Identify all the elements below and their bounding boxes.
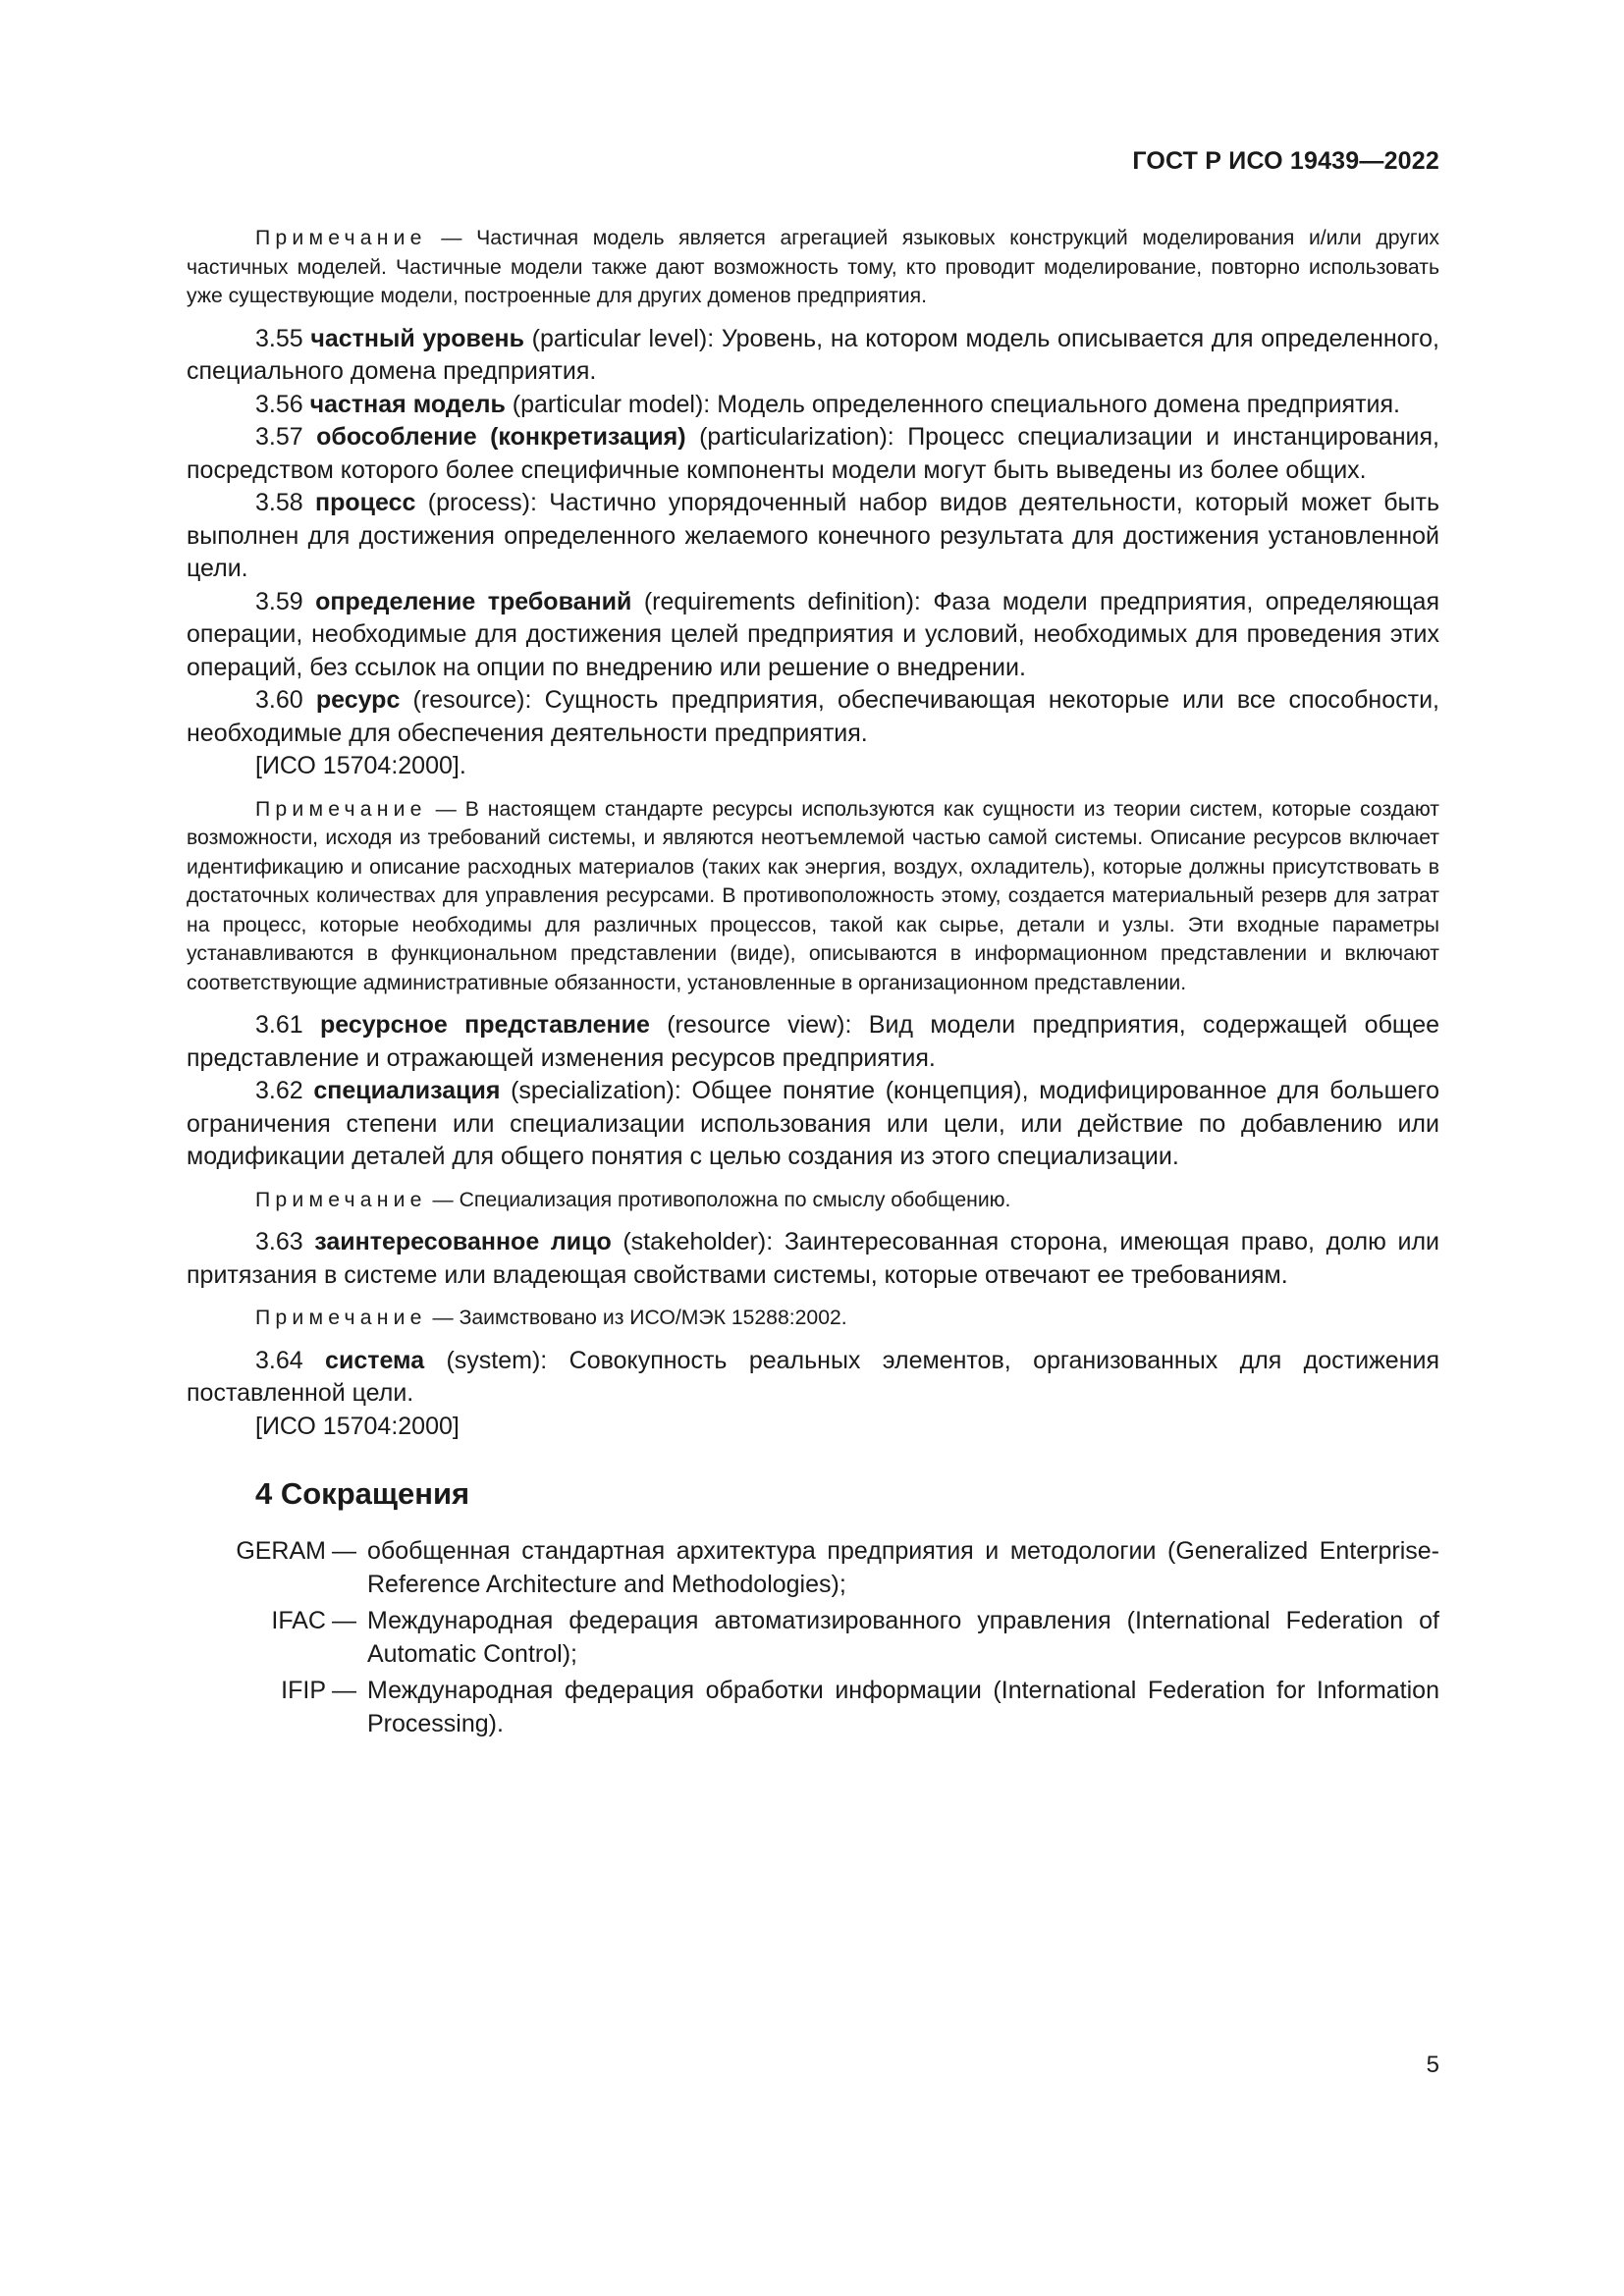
- term-number: 3.58: [255, 489, 316, 516]
- term-definition: (particular model): Модель определенного специального домена предприятия.: [505, 390, 1400, 418]
- term-3-62: [187, 1075, 1439, 1174]
- page-number: 5: [1426, 2052, 1439, 2078]
- abbreviations-list: [187, 1535, 1439, 1740]
- term-name: определение требований: [315, 587, 632, 615]
- note-label: Примечание: [255, 1307, 427, 1329]
- term-3-58: [187, 487, 1439, 586]
- note-text: — Частичная модель является агрегацией языковых конструкций моделирования и/или других частичных моделей. Частичные модели также дают возможность тому, кто проводит моделирование, повторно использовать уже существующие модели, построенные для других доменов предприятия.: [187, 227, 1439, 307]
- term-name: специализация: [313, 1077, 501, 1104]
- term-3-60-reference: [ИСО 15704:2000].: [255, 752, 466, 779]
- abbreviation-code: GERAM: [236, 1537, 326, 1565]
- term-name: заинтересованное лицо: [314, 1228, 612, 1255]
- term-number: 3.62: [255, 1077, 314, 1104]
- term-definition: (system): Совокупность реальных элементов, организованных для достижения поставленной цели.: [187, 1346, 1439, 1407]
- term-definition: (process): Частично упорядоченный набор видов деятельности, который может быть выполнен для достижения определенного желаемого конечного результата для достижения установленной цели.: [187, 489, 1440, 582]
- term-name: частный уровень: [310, 324, 524, 352]
- term-3-57: [187, 421, 1439, 487]
- term-name: обособление (конкретизация): [316, 423, 686, 451]
- term-3-60: [187, 684, 1439, 750]
- document-page: [187, 0, 1439, 2296]
- term-definition: (stakeholder): Заинтересованная сторона, имеющая право, долю или притязания в системе или владеющая свойствами системы, которые отвечают ее требованиям.: [187, 1228, 1440, 1289]
- abbreviation-definition: Международная федерация автоматизированного управления (International Federation of Automatic Control);: [367, 1607, 1439, 1668]
- term-number: 3.57: [255, 423, 317, 451]
- term-3-64-reference: [ИСО 15704:2000]: [255, 1412, 460, 1440]
- abbreviation-dash: —: [332, 1537, 356, 1565]
- note-label: Примечание: [255, 227, 427, 249]
- note-text: — Специализация противоположна по смыслу обобщению.: [426, 1188, 1011, 1211]
- term-3-61: [187, 1009, 1439, 1075]
- note-text: — В настоящем стандарте ресурсы используются как сущности из теории систем, которые создают возможности, исходя из требований системы, и являются неотъемлемой частью самой системы. Описание ресурсов включает идентификацию и описание расходных материалов (таких как энергия, воздух, охладитель), которые должны присутствовать в достаточных количествах для управления ресурсами. В противоположность этому, создается материальный резерв для затрат на процесс, которые необходимы для различных процессов, такой как сырье, детали и узлы. Эти входные параметры устанавливаются в функциональном представлении (виде), описываются в информационном представлении и включают соответствующие административные обязанности, установленные в организационном представлении.: [187, 797, 1439, 994]
- term-definition: (resource view): Вид модели предприятия, содержащей общее представление и отражающей изменения ресурсов предприятия.: [187, 1011, 1440, 1072]
- term-definition: (resource): Сущность предприятия, обеспечивающая некоторые или все способности, необходимые для обеспечения деятельности предприятия.: [187, 686, 1439, 747]
- abbreviation-code: IFIP: [281, 1677, 326, 1704]
- term-name: ресурсное представление: [320, 1011, 650, 1039]
- term-name: процесс: [315, 489, 416, 516]
- note-label: Примечание: [255, 1188, 427, 1211]
- abbreviation-dash: —: [332, 1607, 356, 1634]
- note-stakeholder: [187, 1304, 1439, 1333]
- term-3-55: [187, 323, 1439, 389]
- term-number: 3.64: [255, 1346, 326, 1374]
- term-number: 3.55: [255, 324, 311, 352]
- note-label: Примечание: [255, 797, 427, 821]
- term-number: 3.61: [255, 1011, 321, 1039]
- note-text: — Заимствовано из ИСО/МЭК 15288:2002.: [426, 1307, 847, 1329]
- note-specialization: [187, 1186, 1439, 1215]
- term-definition: (specialization): Общее понятие (концепция), модифицированное для большего ограничения степени или специализации использования или цели, или действие по добавлению или модификации деталей для общего понятия с целью создания из этого специализации.: [187, 1077, 1439, 1170]
- term-name: ресурс: [315, 686, 401, 714]
- term-definition: (particularization): Процесс специализации и инстанцирования, посредством которого более специфичные компоненты модели могут быть выведены из более общих.: [187, 423, 1440, 484]
- abbreviation-item: [187, 1535, 1439, 1601]
- note-resources: [187, 795, 1439, 998]
- abbreviation-item: [187, 1605, 1439, 1671]
- term-3-56: [187, 389, 1439, 422]
- term-3-59: [187, 586, 1439, 685]
- term-3-63: [187, 1226, 1439, 1292]
- term-definition: (particular level): Уровень, на котором модель описывается для определенного, специального домена предприятия.: [187, 324, 1439, 385]
- abbreviation-definition: обобщенная стандартная архитектура предприятия и методологии (Generalized Enterprise-Reference Architecture and Methodologies);: [367, 1537, 1439, 1598]
- abbreviation-definition: Международная федерация обработки информации (International Federation for Information Processing).: [367, 1677, 1439, 1737]
- term-number: 3.59: [255, 587, 316, 615]
- abbreviation-item: [187, 1675, 1439, 1740]
- term-number: 3.60: [255, 686, 316, 714]
- note-particular-model: [187, 224, 1439, 311]
- term-3-64: [187, 1345, 1439, 1411]
- document-code-header: ГОСТ Р ИСО 19439—2022: [1132, 147, 1439, 175]
- section-4-title: 4 Сокращения: [255, 1476, 470, 1511]
- term-name: частная модель: [309, 390, 506, 418]
- abbreviation-dash: —: [332, 1677, 356, 1704]
- term-name: система: [325, 1346, 425, 1374]
- abbreviation-code: IFAC: [271, 1607, 326, 1634]
- term-number: 3.56: [255, 390, 310, 418]
- term-number: 3.63: [255, 1228, 315, 1255]
- page-content: [187, 224, 1439, 1744]
- term-definition: (requirements definition): Фаза модели предприятия, определяющая операции, необходимые для достижения целей предприятия и условий, необходимых для проведения этих операций, без ссылок на опции по внедрению или решение о внедрении.: [187, 587, 1440, 681]
